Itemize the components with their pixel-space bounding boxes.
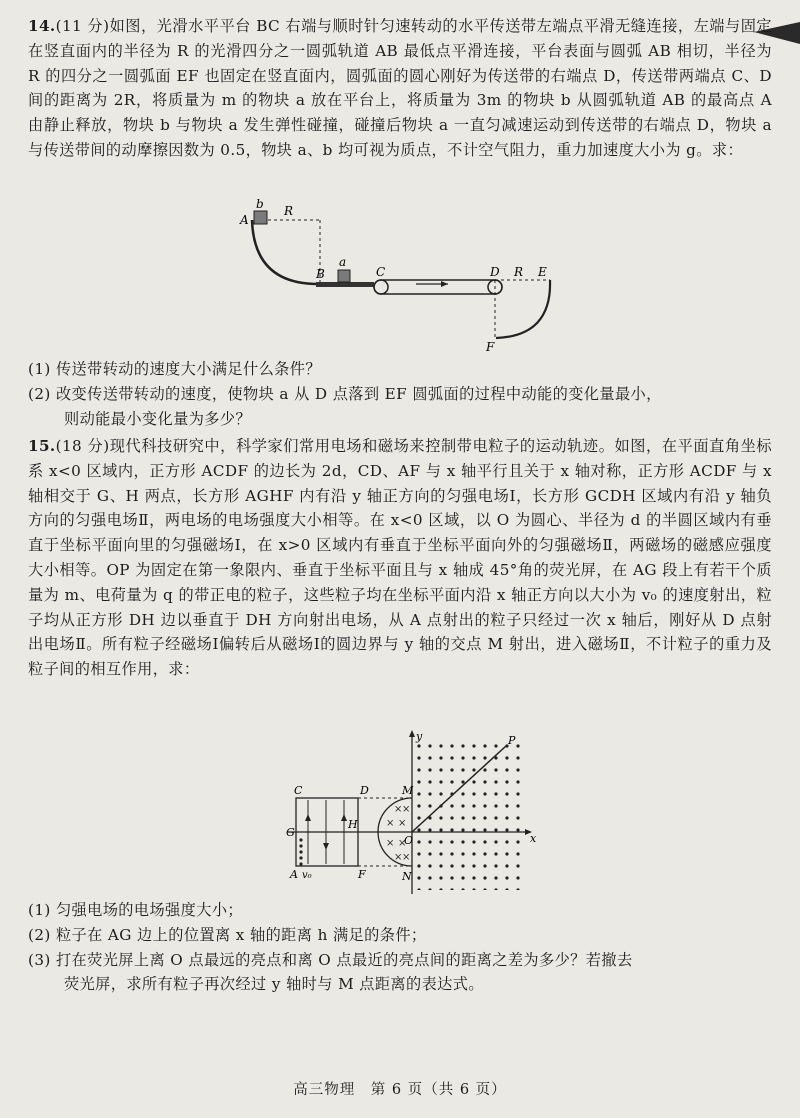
label-a-point: A (240, 213, 249, 227)
svg-text:×: × (386, 818, 395, 829)
q14-number: 14. (28, 17, 56, 35)
svg-text:×: × (394, 852, 403, 863)
q14-subquestions (28, 357, 772, 431)
q15-stem (28, 434, 772, 682)
label-n-point: N (402, 870, 412, 883)
label-g-point: G (286, 826, 295, 839)
q15-sub2: (2) 粒子在 AG 边上的位置离 x 轴的距离 h 满足的条件； (28, 925, 427, 944)
svg-text:×: × (386, 838, 395, 849)
field-arrow (341, 814, 347, 821)
q14-sub2a: (2) 改变传送带转动的速度，使物块 a 从 D 点落到 EF 圆弧面的过程中动能的变化量最小， (28, 384, 662, 403)
label-m-point: M (402, 784, 414, 797)
q15-number: 15. (28, 437, 56, 455)
label-h-point: H (348, 818, 358, 831)
label-f-point: F (486, 340, 495, 354)
label-a-block: a (339, 255, 347, 269)
q14-sub1: (1) 传送带转动的速度大小满足什么条件？ (28, 360, 321, 378)
block-a (338, 270, 350, 282)
particles-on-ag (299, 838, 302, 865)
label-c-point: C (376, 265, 386, 279)
svg-text:×: × (398, 838, 407, 849)
page-footer: 高三物理 第 6 页（共 6 页） (293, 1082, 507, 1098)
block-b (254, 211, 267, 224)
q15-subquestions (28, 898, 772, 997)
label-d-point: D (360, 784, 369, 797)
label-x-axis: x (530, 832, 537, 845)
arrow-head (441, 281, 448, 287)
label-p-point: P (508, 734, 516, 747)
platform-bc (316, 282, 374, 287)
q14-score: (11 分) (55, 17, 110, 35)
conveyor-belt (374, 280, 502, 294)
label-c-point: C (294, 784, 303, 797)
q15-sub1: (1) 匀强电场的电场强度大小； (28, 901, 243, 919)
q15-text: 现代科技研究中，科学家们常用电场和磁场来控制带电粒子的运动轨迹。如图，在平面直角坐标系 x<0 区域内，正方形 ACDF 的边长为 2d，CD、AF 与 x 轴平行且关于 x 轴对称，正方形 ACDF 与 x 轴相交于 G、H 两点，长方形 AGHF 内有沿 y 轴正方向的匀强电场Ⅰ，长方形 GCDH 区域内有沿 y 轴负方向的匀强电场Ⅱ，两电场的电场强度大小相等。在 x<0 区域，以 O 为圆心、半径为 d 的半圆区域内有垂直于坐标平面向里的匀强磁场Ⅰ，在 x>0 区域内有垂直于坐标平面向外的匀强磁场Ⅱ，两磁场的磁感应强度大小相等。OP 为固定在第一象限内、垂直于坐标平面且与 x 轴成 45°角的荧光屏，在 AG 段上有若干个质量为 m、电荷量为 q 的带正电的粒子，这些粒子均在坐标平面内沿 x 轴正方向以大小为 v₀ 的速度射出，粒子均从正方形 DH 边以垂直于 DH 方向射出电场，从 A 点射出的粒子只经过一次 x 轴后，刚好从 D 点射出电场Ⅱ。所有粒子经磁场Ⅰ偏转后从磁场Ⅰ的圆边界与 y 轴的交点 M 射出，进入磁场Ⅱ，不计粒子的重力及粒子间的相互作用，求： (28, 437, 772, 679)
svg-text:×: × (398, 818, 407, 829)
q15-sub3a: (3) 打在荧光屏上离 O 点最远的亮点和离 O 点最近的亮点间的距离之差为多少？若撤去 (28, 950, 633, 969)
svg-text:×: × (394, 804, 403, 815)
label-r-right: R (514, 265, 524, 279)
label-d-point: D (490, 265, 500, 279)
q15-figure (282, 728, 542, 900)
label-y-axis: y (416, 730, 423, 743)
q15-sub3b: 荧光屏，求所有粒子再次经过 y 轴时与 M 点距离的表达式。 (64, 975, 484, 994)
field-arrow (305, 814, 311, 821)
svg-text:×: × (402, 804, 411, 815)
q14-figure (238, 198, 558, 358)
label-r-left: R (284, 204, 294, 218)
label-e-point: E (538, 265, 547, 279)
arc-ef (496, 280, 550, 338)
label-b-point: B (316, 267, 325, 281)
q15-score: (18 分) (55, 437, 110, 455)
q14-sub2b: 则动能最小变化量为多少？ (64, 409, 252, 428)
q14-text: 如图，光滑水平平台 BC 右端与顺时针匀速转动的水平传送带左端点平滑无缝连接，左端与固定在竖直面内的半径为 R 的光滑四分之一圆弧轨道 AB 最低点平滑连接，平台表面与圆弧 AB 相切，半径为 R 的四分之一圆弧面 EF 也固定在竖直面内，圆弧面的圆心刚好为传送带的右端点 D，传送带两端点 C、D 间的距离为 2R，将质量为 m 的物块 a 放在平台上，将质量为 3m 的物块 b 从圆弧轨道 AB 的最高点 A 由静止释放，物块 b 与物块 a 发生弹性碰撞，碰撞后物块 a 一直匀减速运动到传送带的右端点 D，物块 a 与传送带间的动摩擦因数为 0.5，物块 a、b 均可视为质点，不计空气阻力，重力加速度大小为 g。求： (28, 17, 772, 159)
label-v0: v₀ (302, 870, 312, 881)
field-arrow (323, 843, 329, 850)
label-b-block: b (256, 198, 264, 211)
y-axis-arrow (409, 730, 415, 737)
q14-stem (28, 14, 772, 163)
conveyor-wheel-c (374, 280, 388, 294)
label-a-point: A (290, 868, 298, 881)
svg-text:×: × (402, 852, 411, 863)
arc-ab (252, 220, 318, 284)
label-f-point: F (358, 868, 366, 881)
label-o-origin: O (404, 834, 414, 847)
